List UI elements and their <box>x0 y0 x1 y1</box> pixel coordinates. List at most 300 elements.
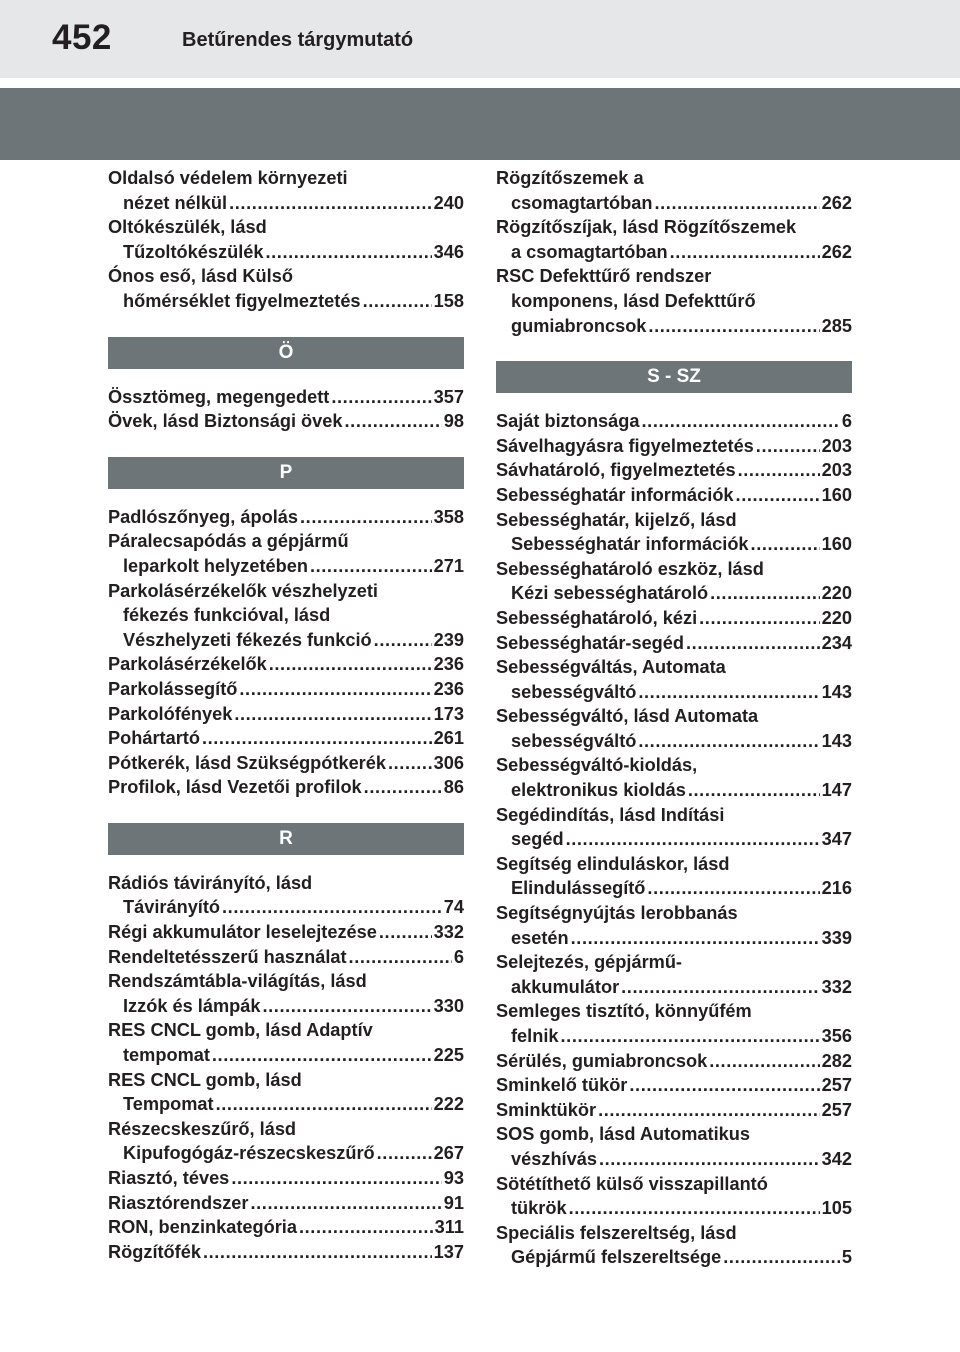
index-entry <box>108 920 464 945</box>
index-entry <box>108 1166 464 1191</box>
index-entry <box>496 704 852 753</box>
index-entry-text: Segítségnyújtás lerobbanás <box>496 903 738 924</box>
index-entry-line <box>496 852 852 877</box>
index-page-number: 98 <box>443 411 464 432</box>
index-entry <box>496 409 852 434</box>
index-entry-continuation <box>496 289 852 314</box>
index-page-number: 357 <box>433 386 464 407</box>
dot-leader <box>234 702 431 727</box>
index-entry-text: csomagtartóban <box>511 192 653 213</box>
index-entry-text: tükrök <box>511 1198 567 1219</box>
index-entry-text: RES CNCL gomb, lásd Adaptív <box>108 1020 373 1041</box>
index-entry-continuation <box>496 581 852 606</box>
index-entry <box>108 166 464 215</box>
index-entry-continuation <box>496 240 852 265</box>
index-entry-line <box>108 1018 464 1043</box>
index-page-number: 143 <box>821 730 852 751</box>
index-entry-continuation <box>496 975 852 1000</box>
index-entry-continuation <box>108 1043 464 1068</box>
index-entry-continuation <box>108 895 464 920</box>
index-entry-text: Sötétíthető külső visszapillantó <box>496 1173 768 1194</box>
index-entry-text: RSC Defekttűrő rendszer <box>496 266 712 287</box>
index-entry-text: RON, benzinkategória <box>108 1217 297 1238</box>
index-entry <box>496 655 852 704</box>
dot-leader <box>363 289 432 314</box>
index-entry <box>496 852 852 901</box>
index-entry-line <box>108 871 464 896</box>
index-page-number: 203 <box>821 435 852 456</box>
index-entry-text: fékezés funkcióval, lásd <box>123 605 331 626</box>
dot-leader <box>203 1240 432 1265</box>
index-page-number: 143 <box>821 681 852 702</box>
index-entry-text: Profilok, lásd Vezetői profilok <box>108 777 362 798</box>
index-entry-continuation <box>496 1024 852 1049</box>
index-page-number: 332 <box>433 922 464 943</box>
index-entry <box>108 1215 464 1240</box>
index-entry-continuation <box>496 1196 852 1221</box>
index-page-number: 347 <box>821 829 852 850</box>
index-entry-text: segéd <box>511 829 564 850</box>
index-entry <box>496 803 852 852</box>
index-page-number: 216 <box>821 878 852 899</box>
index-entry-text: akkumulátor <box>511 976 620 997</box>
index-entry-continuation <box>496 778 852 803</box>
index-page-number: 86 <box>443 777 464 798</box>
index-entry <box>108 1018 464 1067</box>
index-entry-continuation <box>108 554 464 579</box>
index-entry <box>496 950 852 999</box>
index-entry-line <box>496 1098 852 1123</box>
dot-leader <box>638 680 819 705</box>
index-entry-line <box>496 1221 852 1246</box>
index-entry-text: Tűzoltókészülék <box>123 241 264 262</box>
dot-leader <box>269 652 432 677</box>
index-entry-line <box>108 579 464 604</box>
index-entry-continuation <box>108 191 464 216</box>
index-entry-line <box>108 726 464 751</box>
index-entry-line <box>108 1166 464 1191</box>
dot-leader <box>655 191 820 216</box>
index-page-number: 220 <box>821 607 852 628</box>
index-entry <box>108 969 464 1018</box>
index-entry-text: Parkolássegítő <box>108 678 238 699</box>
index-entry <box>108 505 464 530</box>
dot-leader <box>629 1073 819 1098</box>
dot-leader <box>388 751 432 776</box>
index-entry <box>496 1221 852 1270</box>
index-group <box>496 409 852 1270</box>
dot-leader <box>265 240 431 265</box>
index-entry-text: Izzók és lámpák <box>123 995 261 1016</box>
dot-leader <box>374 628 432 653</box>
dot-leader <box>202 726 432 751</box>
index-group <box>108 385 464 434</box>
index-entry-text: Sebességváltó, lásd Automata <box>496 706 759 727</box>
index-page-number: 346 <box>433 241 464 262</box>
index-entry-line <box>496 434 852 459</box>
index-page-number: 358 <box>433 506 464 527</box>
index-entry-text: Pótkerék, lásd Szükségpótkerék <box>108 752 386 773</box>
dot-leader <box>638 729 819 754</box>
index-entry-continuation <box>496 1147 852 1172</box>
dot-leader <box>561 1024 820 1049</box>
dot-leader <box>710 581 820 606</box>
dot-leader <box>756 434 820 459</box>
index-entry-text: Gépjármű felszereltsége <box>511 1247 722 1268</box>
index-entry <box>496 901 852 950</box>
index-entry-text: Segédindítás, lásd Indítási <box>496 804 725 825</box>
index-entry-line <box>108 751 464 776</box>
dot-leader <box>709 1049 819 1074</box>
index-entry-line <box>496 753 852 778</box>
dot-leader <box>670 240 820 265</box>
index-page-number: 203 <box>821 460 852 481</box>
index-entry-line <box>496 264 852 289</box>
index-entry-text: felnik <box>511 1026 559 1046</box>
index-page-number: 74 <box>443 897 464 918</box>
index-entry-text: Kipufogógáz-részecskeszűrő <box>123 1143 375 1164</box>
index-entry-text: Távirányító <box>123 897 221 918</box>
index-page-number: 173 <box>433 703 464 724</box>
index-entry-line <box>496 409 852 434</box>
dot-leader <box>377 1141 432 1166</box>
index-entry-continuation <box>496 876 852 901</box>
index-entry-text: Speciális felszereltség, lásd <box>496 1222 737 1243</box>
index-entry-text: leparkolt helyzetében <box>123 555 308 576</box>
dot-leader <box>379 920 432 945</box>
index-entry <box>496 557 852 606</box>
index-page-number: 342 <box>821 1148 852 1169</box>
index-entry-continuation <box>108 289 464 314</box>
index-entry-text: Rendszámtábla-világítás, lásd <box>108 971 367 992</box>
index-page-number: 332 <box>821 976 852 997</box>
index-column-left <box>108 166 464 1264</box>
index-entry <box>496 1049 852 1074</box>
index-entry-text: Saját biztonsága <box>496 411 640 432</box>
index-entry-continuation <box>496 926 852 951</box>
index-entry-line <box>496 704 852 729</box>
index-entry-text: Sérülés, gumiabroncsok <box>496 1050 708 1071</box>
index-entry-text: Sávhatároló, figyelmeztetés <box>496 460 736 481</box>
dot-leader <box>621 975 819 1000</box>
index-page-number: 271 <box>433 555 464 576</box>
index-entry-line <box>108 969 464 994</box>
index-entry-line <box>108 677 464 702</box>
index-page-number: 257 <box>821 1075 852 1096</box>
index-entry <box>496 458 852 483</box>
index-entry <box>496 1172 852 1221</box>
index-entry-line <box>108 1240 464 1265</box>
index-entry-text: Régi akkumulátor leselejtezése <box>108 922 377 943</box>
index-entry-line <box>108 1068 464 1093</box>
index-entry-text: SOS gomb, lásd Automatikus <box>496 1124 750 1145</box>
index-entry-line <box>108 166 464 191</box>
index-entry <box>108 1240 464 1265</box>
index-page-number: 91 <box>443 1192 464 1213</box>
dot-leader <box>642 409 840 434</box>
index-entry-line <box>496 458 852 483</box>
index-entry <box>108 871 464 920</box>
index-entry-text: komponens, lásd Defekttűrő <box>511 290 756 311</box>
index-entry <box>496 434 852 459</box>
index-entry <box>496 1073 852 1098</box>
index-page-number: 5 <box>841 1247 852 1268</box>
index-entry-text: Sminktükör <box>496 1099 597 1120</box>
index-entry-continuation <box>108 1141 464 1166</box>
index-entry-continuation <box>108 1092 464 1117</box>
dot-leader <box>699 606 819 631</box>
index-entry <box>108 751 464 776</box>
index-entry-line <box>108 529 464 554</box>
dot-leader <box>723 1245 840 1270</box>
index-group <box>108 166 464 314</box>
index-entry-text: RES CNCL gomb, lásd <box>108 1069 302 1090</box>
index-entry-text: Sebességváltás, Automata <box>496 657 726 678</box>
index-entry-text: Össztömeg, megengedett <box>108 386 330 407</box>
index-page-number: 311 <box>434 1217 464 1238</box>
dot-leader <box>688 778 820 803</box>
index-entry <box>108 385 464 410</box>
index-entry-line <box>496 166 852 191</box>
index-entry-text: Riasztó, téves <box>108 1168 230 1188</box>
index-entry-line <box>108 920 464 945</box>
index-entry-text: Riasztórendszer <box>108 1192 249 1213</box>
index-entry-text: Padlószőnyeg, ápolás <box>108 506 299 527</box>
index-page-number: 105 <box>821 1198 852 1219</box>
index-page-number: 93 <box>443 1168 464 1188</box>
index-entry-line <box>496 215 852 240</box>
index-entry-continuation <box>108 240 464 265</box>
index-entry-text: vészhívás <box>511 1148 597 1169</box>
index-entry-continuation <box>108 994 464 1019</box>
index-entry-continuation <box>496 827 852 852</box>
dot-leader <box>262 994 431 1019</box>
index-group <box>108 871 464 1265</box>
index-page-number: 234 <box>821 632 852 653</box>
index-entry-text: Kézi sebességhatároló <box>511 583 709 604</box>
index-entry <box>108 726 464 751</box>
dot-leader <box>686 631 820 656</box>
index-group <box>496 166 852 338</box>
index-entry-text: Sebességhatároló eszköz, lásd <box>496 558 764 579</box>
index-entry-text: Semleges tisztító, könnyűfém <box>496 1001 752 1022</box>
index-entry-line <box>496 1049 852 1074</box>
index-entry-text: Oltókészülék, lásd <box>108 217 267 238</box>
index-page-number: 330 <box>433 995 464 1016</box>
index-page-number: 160 <box>821 534 852 555</box>
dot-leader <box>222 895 442 920</box>
index-entry <box>108 1117 464 1166</box>
dot-leader <box>239 677 431 702</box>
index-entry-text: nézet nélkül <box>123 192 228 213</box>
index-entry-text: sebességváltó <box>511 681 637 702</box>
index-entry-continuation <box>496 191 852 216</box>
index-entry-text: sebességváltó <box>511 730 637 751</box>
index-entry-text: gumiabroncsok <box>511 315 647 336</box>
index-entry-line <box>496 655 852 680</box>
index-page-number: 6 <box>841 411 852 432</box>
index-page-number: 225 <box>433 1045 464 1066</box>
index-entry <box>496 1098 852 1123</box>
letter-heading: R <box>108 823 464 855</box>
index-entry-line <box>496 606 852 631</box>
index-entry-text: Sebességhatár-segéd <box>496 632 685 653</box>
index-entry <box>108 702 464 727</box>
index-entry-line <box>496 508 852 533</box>
index-entry-text: Tempomat <box>123 1094 214 1115</box>
index-page-number: 285 <box>821 315 852 336</box>
dot-leader <box>331 385 431 410</box>
index-entry <box>108 215 464 264</box>
index-entry-line <box>108 1215 464 1240</box>
index-entry-text: Sávelhagyásra figyelmeztetés <box>496 435 754 456</box>
letter-heading: P <box>108 457 464 489</box>
index-entry-line <box>496 1073 852 1098</box>
index-entry-text: esetén <box>511 927 569 948</box>
index-entry-line <box>496 631 852 656</box>
dot-leader <box>216 1092 432 1117</box>
index-entry-line <box>496 803 852 828</box>
index-entry-text: Vészhelyzeti fékezés funkció <box>123 629 372 650</box>
dot-leader <box>212 1043 432 1068</box>
index-entry-continuation <box>496 729 852 754</box>
index-entry-text: Rádiós távirányító, lásd <box>108 872 313 893</box>
index-entry-line <box>496 950 852 975</box>
index-entry <box>108 945 464 970</box>
index-entry-line <box>496 557 852 582</box>
index-page-number: 282 <box>821 1050 852 1071</box>
index-entry-line <box>108 652 464 677</box>
index-page-number: 240 <box>433 192 464 213</box>
index-entry-text: Övek, lásd Biztonsági övek <box>108 411 343 432</box>
index-entry-text: Ónos eső, lásd Külső <box>108 266 293 287</box>
dot-leader <box>300 505 432 530</box>
index-entry <box>496 606 852 631</box>
index-page-number: 257 <box>821 1099 852 1120</box>
index-entry-continuation <box>496 1245 852 1270</box>
index-entry-line <box>108 505 464 530</box>
index-page-number: 220 <box>821 583 852 604</box>
index-entry-text: Sebességhatár, kijelző, lásd <box>496 509 737 530</box>
index-entry-text: Páralecsapódás a gépjármű <box>108 531 349 552</box>
index-entry-line <box>496 999 852 1024</box>
dot-leader <box>231 1166 441 1191</box>
index-entry-text: a csomagtartóban <box>511 241 668 262</box>
dot-leader <box>345 409 442 434</box>
index-entry-line <box>108 702 464 727</box>
index-entry-text: Segítség elinduláskor, lásd <box>496 853 730 874</box>
index-entry <box>496 1122 852 1171</box>
index-entry <box>108 409 464 434</box>
dot-leader <box>736 483 820 508</box>
index-entry-text: Sebességhatároló, kézi <box>496 607 698 628</box>
index-entry-text: Parkolásérzékelők <box>108 654 267 675</box>
index-page-number: 239 <box>433 629 464 650</box>
index-entry-text: Sebességhatár információk <box>511 534 749 555</box>
index-entry-continuation <box>108 603 464 628</box>
index-entry-text: Sebességhatár információk <box>496 484 734 505</box>
header-band <box>0 88 960 160</box>
index-page-number: 158 <box>433 290 464 311</box>
dot-leader <box>566 827 820 852</box>
index-entry-text: Rendeltetésszerű használat <box>108 946 347 967</box>
index-entry-line <box>108 1117 464 1142</box>
dot-leader <box>310 554 432 579</box>
index-entry <box>108 264 464 313</box>
index-entry-line <box>108 1191 464 1216</box>
dot-leader <box>571 926 820 951</box>
index-entry-continuation <box>496 532 852 557</box>
header-bar <box>0 0 960 78</box>
index-entry <box>496 215 852 264</box>
index-entry-text: Rögzítőszíjak, lásd Rögzítőszemek <box>496 217 797 238</box>
dot-leader <box>751 532 820 557</box>
index-entry-line <box>108 409 464 434</box>
index-entry-line <box>496 1122 852 1147</box>
index-entry <box>496 999 852 1048</box>
index-page-number: 147 <box>821 780 852 801</box>
index-page-number: 262 <box>821 192 852 213</box>
index-entry-text: Parkolófények <box>108 703 233 724</box>
index-entry-text: Selejtezés, gépjármű- <box>496 952 682 973</box>
index-entry-line <box>108 775 464 800</box>
index-entry-line <box>496 483 852 508</box>
index-entry-line <box>108 385 464 410</box>
index-entry <box>496 631 852 656</box>
index-entry <box>108 529 464 578</box>
index-entry <box>108 1191 464 1216</box>
index-page-number: 137 <box>433 1241 464 1262</box>
index-entry-text: tempomat <box>123 1045 210 1066</box>
index-entry-text: Elindulássegítő <box>511 878 646 899</box>
index-entry <box>108 677 464 702</box>
dot-leader <box>738 458 820 483</box>
index-entry <box>108 652 464 677</box>
index-page-number: 356 <box>821 1026 852 1046</box>
letter-heading: S - SZ <box>496 361 852 393</box>
index-entry-text: Részecskeszűrő, lásd <box>108 1118 297 1139</box>
index-entry-text: Rögzítőfék <box>108 1241 201 1262</box>
dot-leader <box>647 876 819 901</box>
index-entry-text: elektronikus kioldás <box>511 780 686 801</box>
index-entry-line <box>108 215 464 240</box>
index-entry <box>108 1068 464 1117</box>
index-page-number: 6 <box>453 946 464 967</box>
index-entry-continuation <box>496 680 852 705</box>
index-entry <box>496 508 852 557</box>
dot-leader <box>599 1147 820 1172</box>
letter-heading: Ö <box>108 337 464 369</box>
index-page-number: 306 <box>433 752 464 773</box>
index-column-right <box>496 166 852 1270</box>
index-page-number: 236 <box>433 654 464 675</box>
dot-leader <box>251 1191 442 1216</box>
dot-leader <box>299 1215 433 1240</box>
dot-leader <box>598 1098 820 1123</box>
index-entry-text: Rögzítőszemek a <box>496 168 644 188</box>
index-entry-line <box>108 945 464 970</box>
index-page-number: 262 <box>821 241 852 262</box>
index-entry <box>496 753 852 802</box>
index-page-number: 339 <box>821 927 852 948</box>
index-entry-line <box>496 1172 852 1197</box>
index-page-number: 267 <box>433 1143 464 1164</box>
index-entry-line <box>108 264 464 289</box>
index-group <box>108 505 464 800</box>
dot-leader <box>229 191 432 216</box>
index-page-number: 160 <box>821 484 852 505</box>
index-entry-text: Oldalsó védelem környezeti <box>108 168 348 188</box>
